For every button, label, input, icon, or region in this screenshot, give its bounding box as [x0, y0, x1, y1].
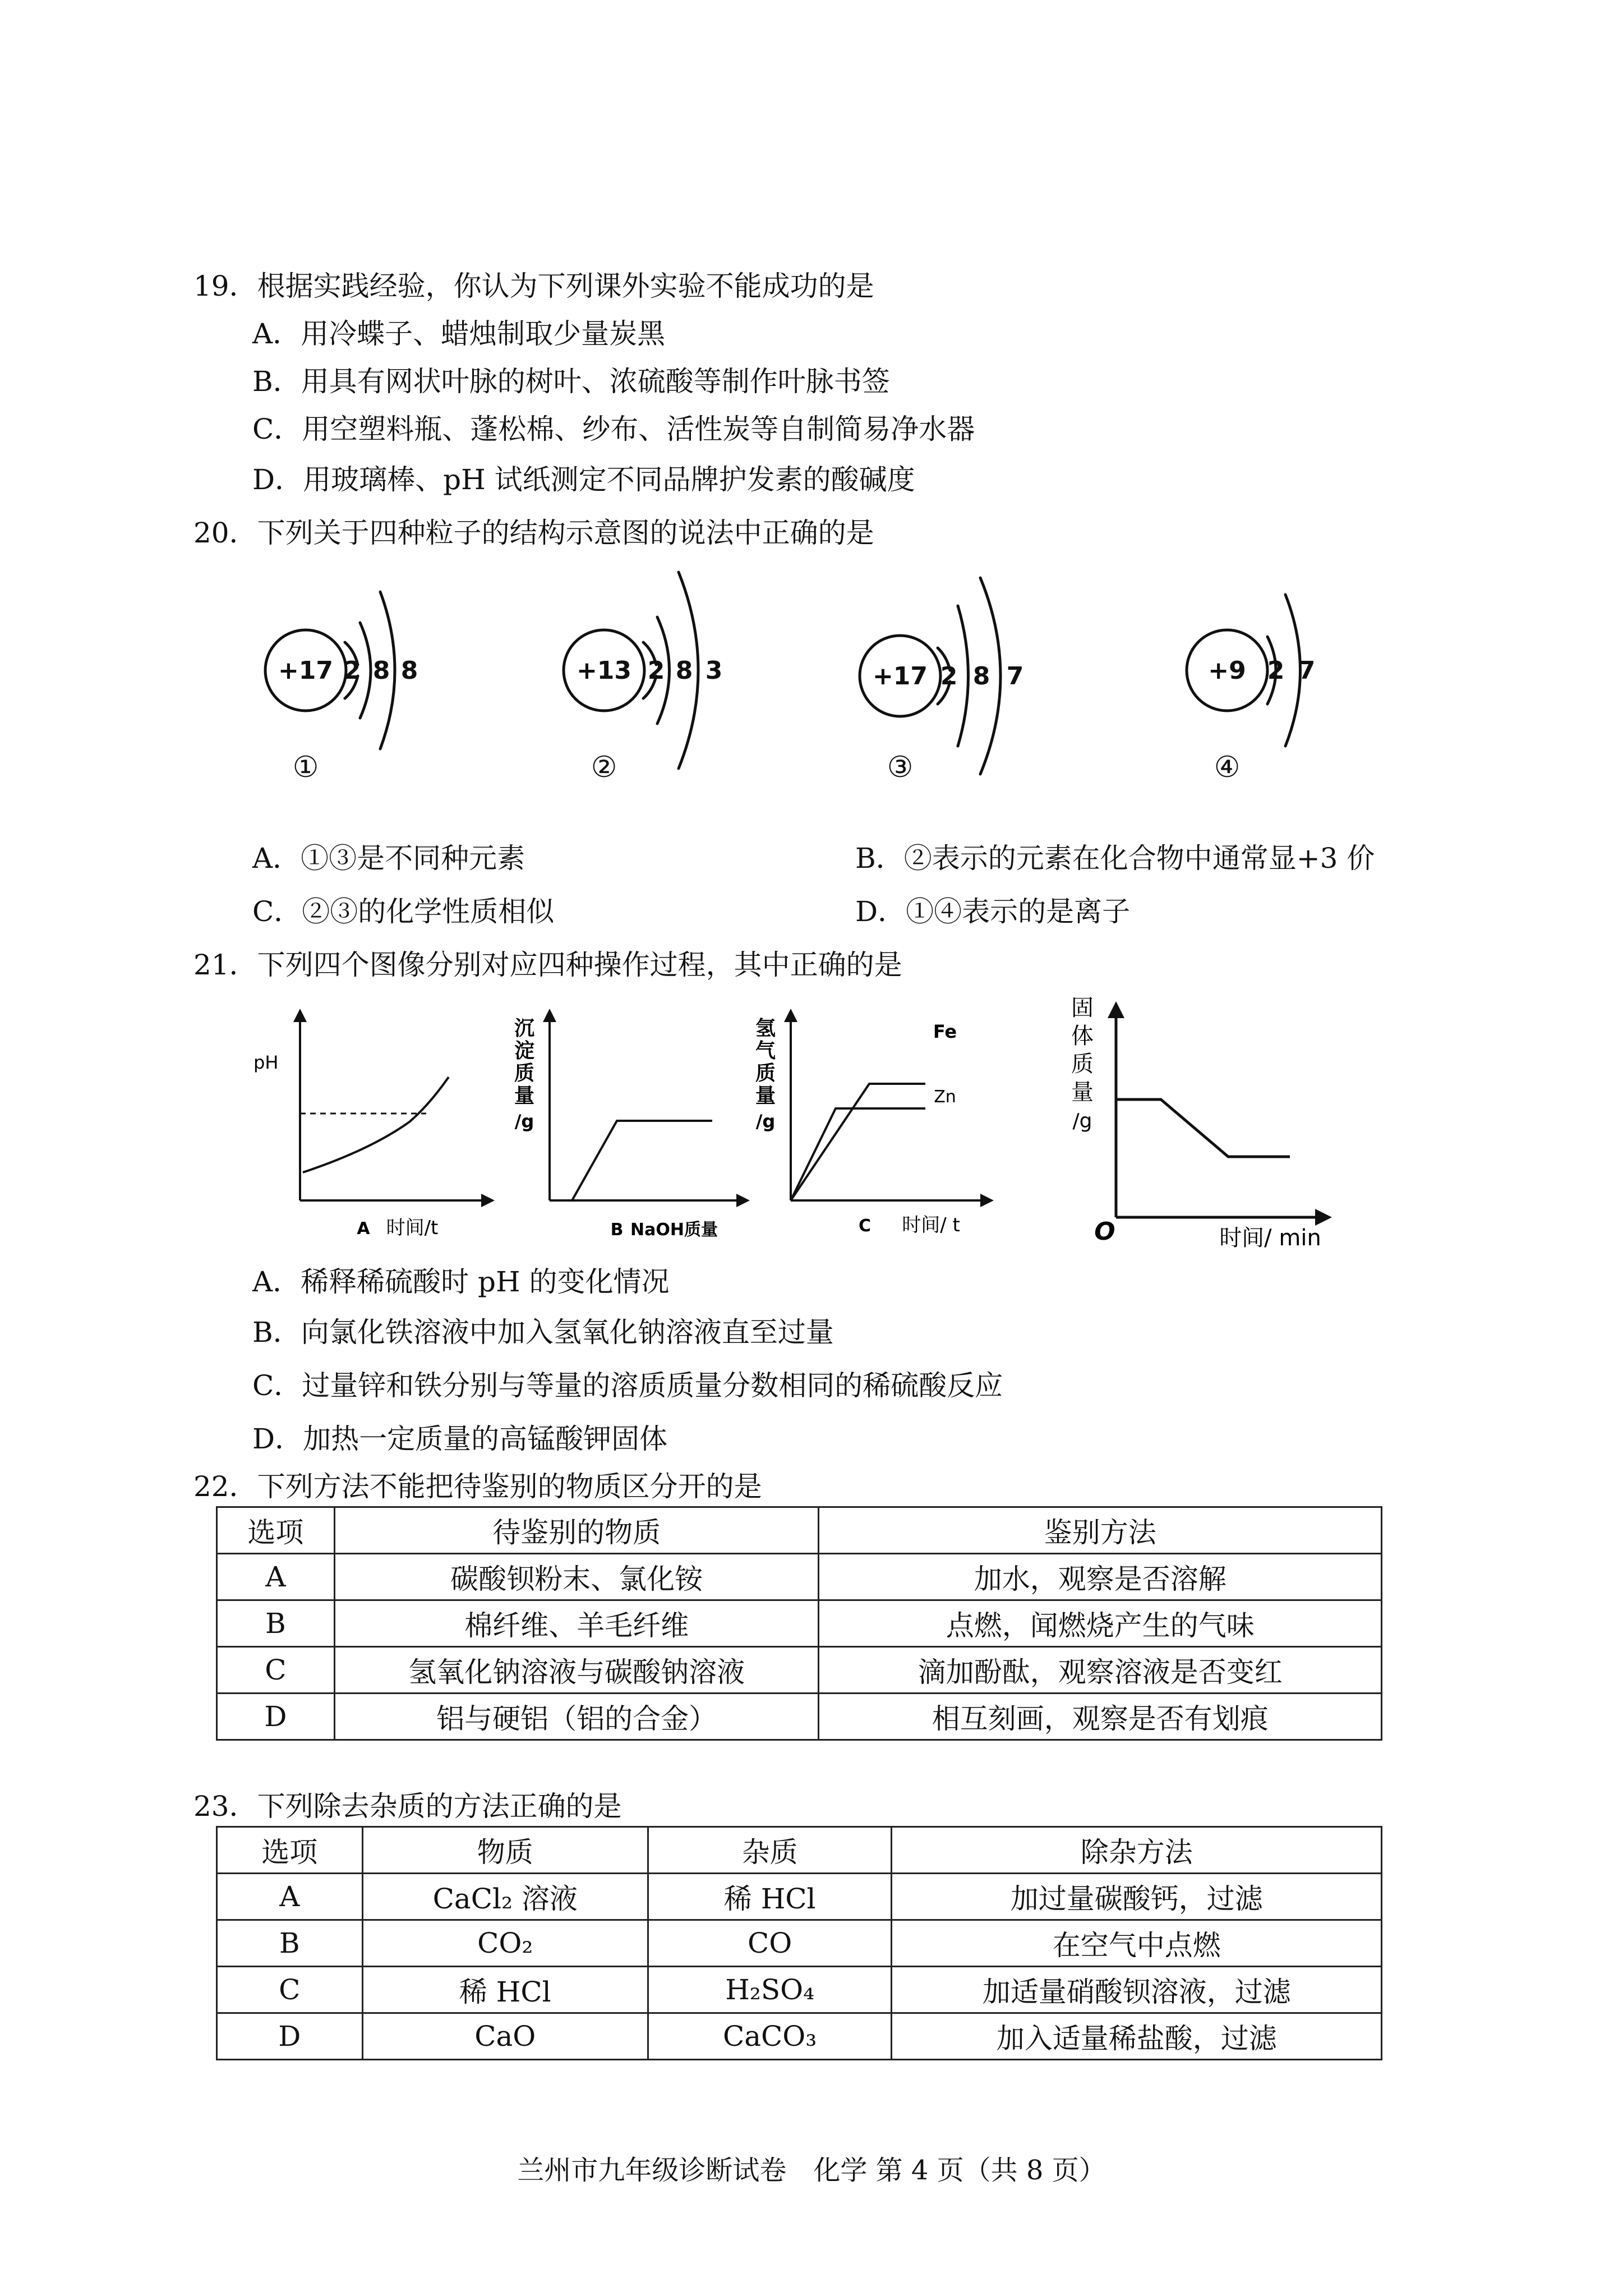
q20-option-b: B．②表示的元素在化合物中通常显+3 价 — [855, 842, 1375, 875]
atom-3-shell-2: 8 — [972, 662, 990, 691]
table-cell: 碳酸钡粉末、氯化铵 — [334, 1554, 819, 1600]
atom-1-label: ① — [292, 751, 319, 784]
graph-d-ylabel-1: 固 — [1071, 995, 1094, 1021]
atom-diagrams — [213, 555, 1447, 791]
atom-1-shell-1: 2 — [343, 656, 361, 685]
table-cell: CaCl₂ 溶液 — [362, 1874, 648, 1920]
graph-c-ylabel-1: 氢 — [755, 1017, 776, 1040]
q19-option-c: C．用空塑料瓶、蓬松棉、纱布、活性炭等自制简易净水器 — [252, 413, 975, 445]
q21-graphs — [241, 993, 1374, 1262]
q19-option-d: D．用玻璃棒、pH 试纸测定不同品牌护发素的酸碱度 — [252, 463, 915, 496]
atom-4-shell-1: 2 — [1267, 656, 1285, 685]
page-footer: 兰州市九年级诊断试卷 化学 第 4 页（共 8 页） — [517, 2155, 1106, 2186]
graph-c-series-zn-label: Zn — [934, 1087, 956, 1107]
table-cell: 棉纤维、羊毛纤维 — [334, 1600, 819, 1647]
graph-c-series-fe-label: Fe — [933, 1021, 957, 1042]
graph-c — [755, 1015, 987, 1236]
table-cell: CaCO₃ — [648, 2013, 892, 2060]
graph-d — [1071, 995, 1324, 1251]
atom-4-nucleus: +9 — [1208, 656, 1246, 685]
table-cell: D — [217, 1694, 335, 1740]
table-row — [217, 1647, 1382, 1694]
graph-b-curve — [572, 1121, 712, 1200]
table-cell: 铝与硬铝（铝的合金） — [334, 1694, 819, 1740]
graph-b-caption: B — [610, 1220, 624, 1240]
atom-3-shell-3: 7 — [1006, 662, 1024, 691]
table-cell: B — [217, 1600, 335, 1647]
graph-c-ylabel-3: 质 — [755, 1062, 776, 1085]
atom-3-nucleus: +17 — [872, 662, 928, 691]
table-cell: CO — [648, 1920, 892, 1967]
q22-stem: 22．下列方法不能把待鉴别的物质区分开的是 — [193, 1470, 762, 1503]
table-cell: CaO — [362, 2013, 648, 2060]
graph-d-ylabel-5: /g — [1072, 1110, 1092, 1133]
q20-option-d: D．①④表示的是离子 — [855, 895, 1131, 928]
table-cell: 在空气中点燃 — [892, 1920, 1382, 1967]
table-cell: 加适量硝酸钡溶液，过滤 — [892, 1967, 1382, 2013]
header-cell: 除杂方法 — [892, 1827, 1382, 1874]
table-row — [217, 1600, 1382, 1647]
table-cell: 加入适量稀盐酸，过滤 — [892, 2013, 1382, 2060]
table-cell: B — [217, 1920, 363, 1967]
atom-1-shell-2: 8 — [372, 656, 390, 685]
table-header-row — [217, 1507, 1382, 1554]
graph-b-ylabel-4: 量 — [514, 1084, 535, 1107]
graph-d-curve — [1116, 1099, 1290, 1157]
graph-b-ylabel-2: 淀 — [514, 1039, 535, 1062]
table-cell: CO₂ — [362, 1920, 648, 1967]
table-cell: H₂SO₄ — [648, 1967, 892, 2013]
header-cell: 物质 — [362, 1827, 648, 1874]
graph-b-xlabel: NaOH质量 — [630, 1220, 718, 1240]
table-cell: 加水，观察是否溶解 — [819, 1554, 1382, 1600]
graph-a-xlabel: 时间/t — [386, 1217, 439, 1239]
atom-2-shell-3: 3 — [705, 656, 723, 685]
graph-a-ylabel: pH — [253, 1052, 279, 1073]
table-cell: 相互刻画，观察是否有划痕 — [819, 1694, 1382, 1740]
q23-table — [216, 1826, 1382, 2060]
table-cell: 点燃，闻燃烧产生的气味 — [819, 1600, 1382, 1647]
table-cell: 滴加酚酞，观察溶液是否变红 — [819, 1647, 1382, 1694]
header-cell: 选项 — [217, 1507, 335, 1554]
atom-2-shell-1: 2 — [647, 656, 665, 685]
q20-option-a: A．①③是不同种元素 — [252, 842, 525, 875]
graph-a-curve — [303, 1077, 449, 1172]
table-cell: A — [217, 1554, 335, 1600]
table-row — [217, 1694, 1382, 1740]
table-cell: C — [217, 1967, 363, 2013]
graph-d-ylabel-4: 量 — [1071, 1079, 1094, 1105]
q21-option-a: A．稀释稀硫酸时 pH 的变化情况 — [252, 1266, 670, 1298]
q21-option-c: C．过量锌和铁分别与等量的溶质质量分数相同的稀硫酸反应 — [252, 1369, 1003, 1402]
table-row — [217, 1554, 1382, 1600]
q20-stem: 20．下列关于四种粒子的结构示意图的说法中正确的是 — [193, 517, 874, 549]
table-row — [217, 1874, 1382, 1920]
graph-d-ylabel-3: 质 — [1071, 1051, 1094, 1077]
table-cell: 稀 HCl — [362, 1967, 648, 2013]
header-cell: 杂质 — [648, 1827, 892, 1874]
atom-2-label: ② — [591, 751, 617, 784]
graph-d-ylabel-2: 体 — [1071, 1023, 1094, 1049]
header-cell: 选项 — [217, 1827, 363, 1874]
q19-option-b: B．用具有网状叶脉的树叶、浓硫酸等制作叶脉书签 — [252, 365, 890, 398]
graph-c-ylabel-5: /g — [755, 1111, 776, 1132]
q19-stem: 19．根据实践经验，你认为下列课外实验不能成功的是 — [193, 270, 874, 302]
table-row — [217, 2013, 1382, 2060]
graph-a-caption: A — [357, 1219, 370, 1239]
table-cell: 氢氧化钠溶液与碳酸钠溶液 — [334, 1647, 819, 1694]
atom-1-nucleus: +17 — [278, 656, 334, 685]
graph-b-ylabel-1: 沉 — [514, 1017, 535, 1040]
atom-4-shell-2: 7 — [1298, 656, 1316, 685]
atom-4-label: ④ — [1214, 751, 1241, 784]
q19-option-a: A．用冷蝶子、蜡烛制取少量炭黑 — [252, 318, 666, 350]
graph-c-ylabel-4: 量 — [755, 1084, 776, 1107]
table-header-row — [217, 1827, 1382, 1874]
atom-2-nucleus: +13 — [576, 656, 632, 685]
graph-d-xlabel: 时间/ min — [1219, 1225, 1321, 1251]
atom-3-shell-1: 2 — [940, 662, 958, 691]
table-cell: A — [217, 1874, 363, 1920]
table-cell: 加过量碳酸钙，过滤 — [892, 1874, 1382, 1920]
graph-c-caption: C — [858, 1216, 872, 1236]
atom-3-label: ③ — [887, 751, 914, 784]
q23-stem: 23．下列除去杂质的方法正确的是 — [193, 1790, 622, 1823]
header-cell: 鉴别方法 — [819, 1507, 1382, 1554]
header-cell: 待鉴别的物质 — [334, 1507, 819, 1554]
graph-c-ylabel-2: 气 — [755, 1039, 776, 1062]
graph-d-origin: O — [1094, 1217, 1115, 1246]
graph-c-xlabel: 时间/ t — [902, 1214, 960, 1236]
table-cell: 稀 HCl — [648, 1874, 892, 1920]
q21-stem: 21．下列四个图像分别对应四种操作过程，其中正确的是 — [193, 949, 902, 981]
table-row — [217, 1920, 1382, 1967]
table-cell: C — [217, 1647, 335, 1694]
q21-option-b: B．向氯化铁溶液中加入氢氧化钠溶液直至过量 — [252, 1316, 834, 1349]
atom-1-shell-3: 8 — [400, 656, 418, 685]
table-row — [217, 1967, 1382, 2013]
q22-table — [216, 1506, 1382, 1741]
atom-2-shell-2: 8 — [675, 656, 693, 685]
q20-option-c: C．②③的化学性质相似 — [252, 895, 555, 928]
graph-b-ylabel-5: /g — [514, 1111, 534, 1132]
graph-b-ylabel-3: 质 — [514, 1062, 535, 1085]
graph-b — [514, 1015, 743, 1240]
table-cell: D — [217, 2013, 363, 2060]
graph-c-series-zn — [791, 1108, 925, 1200]
q21-option-d: D．加热一定质量的高锰酸钾固体 — [252, 1423, 668, 1455]
graph-a — [253, 1015, 488, 1239]
graph-c-series-fe — [791, 1084, 925, 1200]
